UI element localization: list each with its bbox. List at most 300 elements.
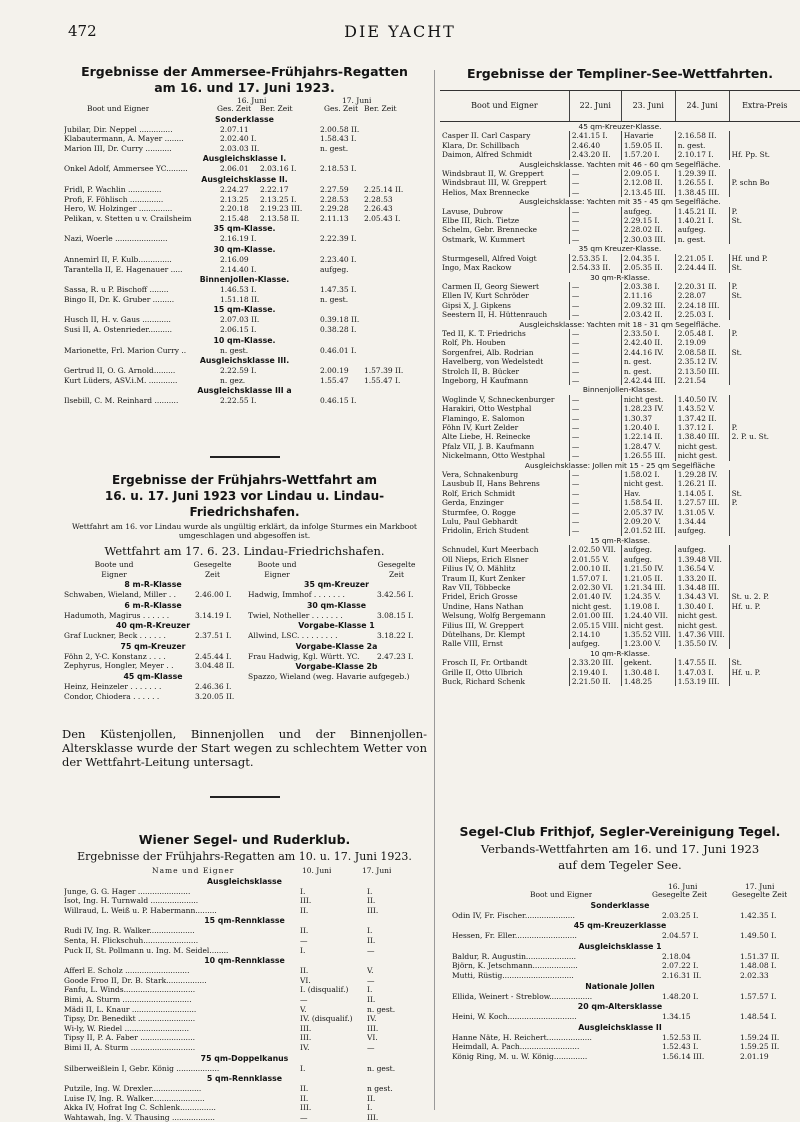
ammersee-cell-time2: 2.00.58 II.	[320, 124, 360, 134]
templin-row	[440, 668, 800, 677]
frithjof-row	[440, 1042, 800, 1052]
ammersee-cell-calc2: 1.55.47 I.	[364, 375, 401, 385]
templin-class-label: 30 qm-R-Klasse.	[590, 272, 650, 282]
templin-cell: P.	[729, 207, 800, 216]
lindau-right-row	[244, 611, 429, 621]
templin-cell: 2.09.32 III.	[621, 301, 675, 310]
templin-cell	[729, 376, 800, 385]
lindau-title-1: Ergebnisse der Frühjahrs-Wettfahrt am	[112, 473, 377, 487]
templin-cell	[729, 508, 800, 517]
ammersee-cell-time2: 2.22.39 I.	[320, 234, 357, 244]
wien-cell-boat: Fanfu, L. Winds..............................	[64, 985, 196, 995]
templin-class-label: 45 qm-Kreuzer-Klasse.	[578, 122, 662, 131]
templin-cell: —	[569, 489, 621, 498]
templin-cell: Lavuse, Dubrow	[442, 206, 503, 216]
templin-row	[440, 555, 800, 564]
templin-cell: 1.34.43 VI.	[675, 592, 729, 601]
lindau-right-class-heading: Vorgabe-Klasse 2a	[295, 641, 378, 651]
templin-cell: Traum II, Kurt Zenker	[442, 573, 526, 583]
wien-cell-boat: Silberweißlein I, Gebr. König ..................	[64, 1063, 220, 1073]
lindau-left-cell-boat: Condor, Chiodera . . . . . .	[64, 691, 160, 701]
ammersee-cell-boat: Sassa, R. u P. Bischoff ........	[64, 285, 169, 295]
templin-cell: 1.47.36 VIII.	[675, 630, 729, 639]
wien-cell-boat: Tipsy, Dr. Benedikt ........................	[64, 1014, 196, 1024]
templin-cell	[729, 479, 800, 488]
ammersee-cell-time1: 2.06.01	[220, 164, 249, 174]
ammersee-cell-boat: Annemirl II, F. Kulb..............	[64, 254, 172, 264]
lindau-left-cell-boat: Föhn 2, Y-C. Konstanz . . . .	[64, 651, 166, 661]
templin-cell	[729, 470, 800, 479]
templin-cell: —	[569, 348, 621, 357]
templin-cell: P.	[729, 498, 800, 507]
wien-class-heading: 75 qm-Doppelkanus	[200, 1053, 289, 1063]
templin-row	[440, 574, 800, 583]
wien-cell-d1: II.	[300, 926, 309, 936]
frithjof-cell-d2: 1.57.57 I.	[740, 991, 777, 1001]
templin-cell: —	[569, 169, 621, 178]
templin-cell: —	[569, 178, 621, 187]
lindau-left-row	[62, 682, 244, 692]
templin-cell: 2.44.16 IV.	[621, 348, 675, 357]
templin-class-heading	[440, 536, 800, 545]
ammersee-row	[62, 265, 427, 275]
templin-cell: St.	[729, 291, 800, 300]
templin-row	[440, 216, 800, 225]
templin-cell: 1.21.34 III.	[621, 583, 675, 592]
templin-row	[440, 564, 800, 573]
frithjof-cell-d2: 1.59.24 II.	[740, 1032, 780, 1042]
templin-class-label: 15 qm-R-Klasse.	[590, 535, 650, 545]
ammersee-cell-calc1: 2.22.17	[260, 184, 289, 194]
templin-cell	[729, 583, 800, 592]
wien-cell-d2: I.	[367, 926, 373, 936]
ammersee-cell-boat: Marionette, Frl. Marion Curry ..	[64, 345, 187, 355]
templin-cell: Ted II, K. T. Friedrichs	[442, 328, 526, 338]
wien-cell-d2: n. gest.	[367, 1063, 396, 1073]
templin-cell: Undine, Hans Nathan	[442, 601, 524, 611]
templin-title: Ergebnisse der Templiner-See-Wettfahrten.	[467, 66, 773, 81]
templin-cell: 1.24.40 VII.	[621, 611, 675, 620]
lindau-left-class-heading: 40 qm-R-Kreuzer	[115, 621, 191, 631]
frithjof-cell-d2: 1.48.08 I.	[740, 961, 777, 971]
wien-cell-d2: II.	[367, 1093, 376, 1103]
ammersee-cell-time1: 2.03.03 II.	[220, 143, 260, 153]
ammersee-class-heading: Ausgleichsklasse III.	[199, 356, 290, 366]
templin-cell	[729, 442, 800, 451]
templin-row	[440, 630, 800, 639]
templin-row	[440, 639, 800, 648]
frithjof-cell-d1: 2.18.04	[662, 951, 691, 961]
templin-row	[440, 357, 800, 366]
templin-cell: Carmen II, Georg Siewert	[442, 281, 539, 291]
wien-cell-d2: II.	[367, 935, 376, 945]
templin-cell: Buck, Richard Schenk	[442, 676, 525, 686]
templin-row	[440, 479, 800, 488]
lindau-left-cell-time: 2.46.00 I.	[195, 590, 232, 599]
frithjof-class-heading: 45 qm-Kreuzerklasse	[573, 921, 667, 931]
frithjof-row	[440, 992, 800, 1002]
ammersee-row	[62, 144, 427, 154]
ammersee-cell-calc2: 2.25.14 II.	[364, 184, 404, 194]
lindau-right-cell-boat: Allwind, LSC. . . . . . . . .	[248, 631, 338, 641]
templin-cell: Rav VII, Többecke	[442, 582, 511, 592]
wien-cell-boat: Puck II, St. Pollmann u. Ing. M. Seidel........	[64, 945, 229, 955]
frithjof-cell-d2: 1.42.35 I.	[740, 910, 777, 920]
ammersee-cell-time2: 0.39.18 II.	[320, 315, 360, 325]
templin-cell: 2.25.03 I.	[675, 310, 729, 319]
ammersee-cell-boat: Bingo II, Dr. K. Gruber .........	[64, 294, 175, 304]
ammersee-cell-calc1: 2.03.16 I.	[260, 164, 297, 174]
templin-row	[440, 150, 800, 159]
templin-cell: —	[569, 235, 621, 244]
frithjof-cell-d2: 2.02.33	[740, 970, 769, 980]
journal-title: DIE YACHT	[344, 22, 456, 41]
templin-cell: Schelm, Gebr. Brennecke	[442, 225, 538, 235]
templin-cell: Havarie	[621, 131, 675, 140]
templin-row	[440, 658, 800, 667]
templin-row	[440, 451, 800, 460]
lindau-right-class-heading: 30 qm-Klasse	[306, 600, 367, 610]
ammersee-row	[62, 285, 427, 295]
wien-cell-d1: II.	[300, 1093, 309, 1103]
templin-row	[440, 545, 800, 554]
lindau-right-cell-boat: Twiel, Notheller . . . . . . .	[248, 610, 343, 620]
templin-cell: 1.38.40 III.	[675, 432, 729, 441]
ammersee-cell-time2: 0.38.28 I.	[320, 324, 357, 334]
templin-cell: 1.58.54 II.	[621, 498, 675, 507]
templin-section	[440, 66, 800, 686]
templin-cell: —	[569, 329, 621, 338]
templin-row	[440, 423, 800, 432]
templin-row	[440, 517, 800, 526]
lindau-right-cell-boat: Frau Hadwig, Kgl. Württ. YC.	[248, 651, 360, 661]
templin-cell: Ingeborg, H Kaufmann	[442, 375, 529, 385]
wien-class-heading: 10 qm-Rennklasse	[204, 956, 285, 966]
frithjof-cell-d1: 2.04.57 I.	[662, 931, 699, 941]
templin-cell: 2.28.02 II.	[621, 225, 675, 234]
templin-cell: Sturmfee, O. Rogge	[442, 507, 516, 517]
templin-class-heading	[440, 273, 800, 282]
frithjof-row	[440, 911, 800, 921]
templin-cell	[729, 338, 800, 347]
templin-cell: Strolch II, B. Bücker	[442, 366, 520, 376]
templin-cell: Hf. u. P.	[729, 668, 800, 677]
lindau-left-cell-time: 3.04.48 II.	[195, 661, 235, 671]
ammersee-row	[62, 396, 427, 406]
templin-cell: Lausbub II, Hans Behrens	[442, 479, 540, 489]
templin-cell: 2.09.05 I.	[621, 169, 675, 178]
templin-cell: 2.24.18 III.	[675, 301, 729, 310]
templin-cell: 1.28.23 IV.	[621, 404, 675, 413]
templin-row	[440, 263, 800, 272]
templin-cell: —	[569, 432, 621, 441]
wien-cell-d1: II.	[300, 1084, 309, 1094]
frithjof-class-heading: Ausgleichsklasse 1	[578, 941, 662, 951]
lindau-left-cell-boat: Hadumoth, Magirus . . . . . .	[64, 610, 170, 620]
wien-cell-d1: IV.	[300, 1042, 310, 1052]
ammersee-class-heading: Binnenjollen-Klasse.	[199, 275, 290, 285]
frithjof-cell-d1: 1.48.20 I.	[662, 991, 699, 1001]
lindau-right-row	[244, 672, 429, 682]
wien-cell-d1: II.	[300, 966, 309, 976]
ammersee-cell-time1: 2.20.18	[220, 204, 249, 214]
wien-cell-boat: Mädi II, L. Knaur ...........................	[64, 1004, 197, 1014]
wien-cell-d2: n gest.	[367, 1084, 393, 1094]
templin-row	[440, 621, 800, 630]
wien-cell-d1: —	[300, 994, 308, 1004]
wien-cell-d1: I. (disqualif.)	[300, 985, 349, 995]
lindau-intro: Wettfahrt am 16. vor Lindau wurde als ungültig erklärt, da infolge Sturmes ein Markboot umgeschlagen und abgesoffen ist.	[72, 522, 417, 540]
ammersee-cell-boat: Tarantella II, E. Hagenauer .....	[64, 264, 183, 274]
ammersee-cell-time1: 2.07.03 II.	[220, 315, 260, 325]
frithjof-row	[440, 1012, 800, 1022]
templin-cell: 2.00.10 II.	[569, 564, 621, 573]
wien-row	[62, 896, 427, 906]
ammersee-cell-time2: n. gest.	[320, 143, 349, 153]
templin-cell: 2.13.45 III.	[621, 188, 675, 197]
frithjof-section	[440, 824, 800, 1062]
templin-cell: 1.29.39 II.	[675, 169, 729, 178]
lindau-left-cell-time: 3.14.19 I.	[195, 610, 232, 620]
templin-cell: aufgeg.	[675, 225, 729, 234]
templin-row	[440, 442, 800, 451]
templin-cell: Oll Nieps, Erich Elsner	[442, 554, 529, 564]
templin-cell: Lulu, Paul Gebhardt	[442, 517, 518, 527]
templin-cell: —	[569, 451, 621, 460]
ammersee-row	[62, 185, 427, 195]
ammersee-cell-time1: 2.02.40 I.	[220, 134, 257, 144]
templin-cell: 2.29.15 I.	[621, 216, 675, 225]
templin-cell: aufgeg.	[675, 545, 729, 554]
templin-class-label: Ausgleichsklasse: Yachten mit 35 - 45 qm Segelfläche.	[519, 197, 721, 207]
templin-class-label: 35 qm Kreuzer-Klasse.	[578, 244, 662, 254]
templin-row	[440, 526, 800, 535]
wien-cell-d1: III.	[300, 1033, 312, 1043]
templin-row	[440, 169, 800, 178]
templin-cell: 2.41.15 I.	[569, 131, 621, 140]
wien-row	[62, 1005, 427, 1015]
templin-cell	[729, 677, 800, 686]
templin-cell: nicht gest.	[675, 621, 729, 630]
templin-class-label: Ausgleichsklasse. Yachten mit 46 - 60 qm Segelfläche.	[519, 159, 721, 169]
templin-cell: gekent.	[621, 658, 675, 667]
templin-cell: Windsbraut III, W. Greppert	[442, 178, 547, 188]
templin-cell	[729, 564, 800, 573]
templin-cell: n. gest.	[675, 235, 729, 244]
templin-cell: 2.21.05 I.	[675, 254, 729, 263]
templin-cell: Grille II, Otto Ulbrich	[442, 667, 523, 677]
wien-class-heading: 5 qm-Rennklasse	[206, 1074, 283, 1084]
templin-cell: 1.33.20 II.	[675, 574, 729, 583]
templin-cell: Helios, Max Brennecke	[442, 187, 530, 197]
lindau-right-cell-time: 3.18.22 I.	[377, 631, 414, 641]
ammersee-section	[62, 64, 427, 406]
templin-cell: 2.01.55 V.	[569, 555, 621, 564]
wien-row	[62, 985, 427, 995]
wien-cell-d1: III.	[300, 896, 312, 906]
templin-cell: Alte Liebe, H. Reinecke	[442, 432, 531, 442]
templin-cell: —	[569, 508, 621, 517]
lindau-note: Den Küstenjollen, Binnenjollen und der Binnenjollen-Altersklasse wurde der Start wegen zu schlechtem Wetter von der Wettfahrt-Leitung untersagt.	[62, 727, 427, 769]
ammersee-row	[62, 315, 427, 325]
frithjof-subtitle-1: Verbands-Wettfahrten am 16. und 17. Juni 1923	[480, 842, 760, 856]
templin-cell: Fridel, Erich Grosse	[442, 592, 518, 602]
templin-cell: 2.53.35 I.	[569, 254, 621, 263]
templin-cell	[729, 188, 800, 197]
templin-cell: Pfalz VII, J. B. Kaufmann	[442, 441, 535, 451]
templin-cell: —	[569, 207, 621, 216]
lindau-section	[62, 472, 427, 769]
page-number: 472	[68, 22, 97, 40]
ammersee-day-header: 16. Juni 17. Juni	[237, 96, 372, 105]
ammersee-cell-calc2: 2.05.43 I.	[364, 213, 401, 223]
templin-cell: 1.26.21 II.	[675, 479, 729, 488]
wien-cell-boat: Isot, Ing. H. Turnwald ....................	[64, 896, 199, 906]
templin-cell: 1.34.48 III.	[675, 583, 729, 592]
templin-cell: 2. P. u. St.	[729, 432, 800, 441]
frithjof-cell-boat: Heimdall, A. Pach.........................	[452, 1042, 580, 1052]
ammersee-col-header: Boot und Eigner Ges. Zeit Ber. Zeit Ges. Zeit Ber. Zeit	[87, 104, 397, 113]
wien-cell-boat: Bimi II, A. Sturm ...........................	[64, 1042, 196, 1052]
templin-cell: 2.03.42 II.	[621, 310, 675, 319]
templin-cell: nicht gest.	[621, 395, 675, 404]
templin-cell: 2.05.35 II.	[621, 263, 675, 272]
ammersee-row	[62, 295, 427, 305]
ammersee-cell-boat: Husch II, H. v. Gaus ............	[64, 315, 171, 325]
templin-cell: 2.21.50 II.	[569, 677, 621, 686]
ammersee-cell-calc1: 2.13.58 II.	[260, 213, 300, 223]
frithjof-row	[440, 952, 800, 962]
lindau-left-cell-time: 3.20.05 II.	[195, 691, 235, 701]
ammersee-cell-time2: n. gest.	[320, 294, 349, 304]
templin-cell: 2.14.10	[569, 630, 621, 639]
templin-cell: St.	[729, 263, 800, 272]
templin-cell: 2.46.40	[569, 141, 621, 150]
frithjof-col-header: Boot und Eigner Gesegelte Zeit Gesegelte Zeit	[530, 890, 788, 899]
templin-cell	[729, 404, 800, 413]
wien-cell-d1: I.	[300, 1063, 306, 1073]
lindau-left-class-heading: 45 qm-Klasse	[123, 671, 183, 681]
lindau-right-row	[244, 652, 429, 662]
wien-cell-d1: III.	[300, 1023, 312, 1033]
templin-row	[440, 301, 800, 310]
templin-row	[440, 395, 800, 404]
templin-cell: 2.05.37 IV.	[621, 508, 675, 517]
templin-row	[440, 338, 800, 347]
templin-cell: 1.26.55 III.	[621, 451, 675, 460]
wien-class-heading: 15 qm-Rennklasse	[204, 916, 285, 926]
frithjof-cell-d2: 1.48.54 I.	[740, 1012, 777, 1022]
templin-row	[440, 376, 800, 385]
wien-cell-d2: II.	[367, 896, 376, 906]
templin-cell: —	[569, 291, 621, 300]
ammersee-class-heading: Ausgleichsklasse III a	[197, 386, 292, 396]
templin-cell: St.	[729, 216, 800, 225]
wien-title: Wiener Segel- und Ruderklub.	[138, 832, 351, 847]
ammersee-cell-time2: 2.23.40 I.	[320, 254, 357, 264]
templin-cell: aufgeg.	[621, 555, 675, 564]
templin-cell	[729, 630, 800, 639]
ammersee-cell-time2: 2.28.53	[320, 194, 349, 204]
templin-cell: nicht gest.	[675, 611, 729, 620]
templin-cell: Dütelhans, Dr. Klempt	[442, 629, 526, 639]
wien-row	[62, 1064, 427, 1074]
frithjof-cell-boat: Baldur, R. Augustin.....................	[452, 951, 576, 961]
wien-row	[62, 926, 427, 936]
ammersee-cell-time2: 1.58.43 I.	[320, 134, 357, 144]
lindau-left-class-heading: 8 m-R-Klasse	[124, 580, 182, 589]
templin-row	[440, 207, 800, 216]
templin-cell: Klara, Dr. Schillbach	[442, 140, 520, 150]
wien-cell-boat: Wahtawah, Ing. V. Thausing ..................	[64, 1112, 215, 1122]
templin-cell: 2.24.44 II.	[675, 263, 729, 272]
templin-cell: 1.45.21 II.	[675, 207, 729, 216]
templin-cell: Casper II. Carl Caspary	[442, 131, 531, 141]
templin-row	[440, 348, 800, 357]
lindau-subtitle: Wettfahrt am 17. 6. 23. Lindau-Friedrichshafen.	[104, 544, 385, 558]
ammersee-cell-time2: aufgeg.	[320, 264, 349, 274]
templin-cell	[729, 395, 800, 404]
templin-cell: 1.36.54 V.	[675, 564, 729, 573]
templin-row	[440, 677, 800, 686]
templin-cell: Hf. und P.	[729, 254, 800, 263]
frithjof-title: Segel-Club Frithjof, Segler-Vereinigung Tegel.	[459, 824, 781, 839]
templin-cell	[729, 621, 800, 630]
templin-cell: 2.43.20 II.	[569, 150, 621, 159]
wien-cell-d1: II.	[300, 905, 309, 915]
ammersee-class-heading: 15 qm-Klasse.	[213, 305, 276, 315]
frithjof-class-heading: Ausgleichsklasse II	[578, 1022, 662, 1032]
templin-cell: Gerda, Enzinger	[442, 498, 504, 508]
templin-cell: 1.39.48 VII.	[675, 555, 729, 564]
templin-cell: 1.37.42 II.	[675, 414, 729, 423]
templin-cell: 1.24.35 V.	[621, 592, 675, 601]
templin-row	[440, 611, 800, 620]
templin-class-heading	[440, 649, 800, 658]
templin-cell: 1.58.02 I.	[621, 470, 675, 479]
templin-cell: —	[569, 442, 621, 451]
wien-row	[62, 887, 427, 897]
templin-cell: 2.21.54	[675, 376, 729, 385]
wien-cell-d1: VI.	[300, 975, 311, 985]
templin-cell: Daimon, Alfred Schmidt	[442, 150, 533, 160]
templin-cell: Ingo, Max Rackow	[442, 263, 512, 273]
templin-cell: 1.47.03 I.	[675, 668, 729, 677]
templin-row	[440, 404, 800, 413]
templin-cell: Sturmgesell, Alfred Voigt	[442, 253, 537, 263]
templin-cell: 1.48.25	[621, 677, 675, 686]
frithjof-row	[440, 1052, 800, 1062]
ammersee-cell-boat: Jubilar, Dir. Neppel ..............	[64, 124, 173, 134]
ammersee-cell-boat: Marion III, Dr. Curry ...........	[64, 143, 172, 153]
lindau-left-row	[62, 631, 244, 641]
wien-cell-d1: —	[300, 935, 308, 945]
templin-cell: 1.35.50 IV.	[675, 639, 729, 648]
templin-cell: Rolf, Ph. Houben	[442, 338, 506, 348]
ammersee-row	[62, 366, 427, 376]
templin-cell: 1.35.52 VIII.	[621, 630, 675, 639]
templin-cell: 2.33.50 I.	[621, 329, 675, 338]
templin-class-heading	[440, 197, 800, 206]
templin-cell: Nickelmann, Otto Westphal	[442, 451, 546, 461]
ammersee-cell-boat: Susi II, A. Ostenrieder..........	[64, 324, 173, 334]
ammersee-cell-time1: 2.14.40 I.	[220, 264, 257, 274]
templin-cell: 1.29.28 IV.	[675, 470, 729, 479]
frithjof-subtitle-2: auf dem Tegeler See.	[558, 858, 682, 872]
templin-cell: St.	[729, 348, 800, 357]
wien-row	[62, 1033, 427, 1043]
templin-cell: 2.20.31 II.	[675, 282, 729, 291]
